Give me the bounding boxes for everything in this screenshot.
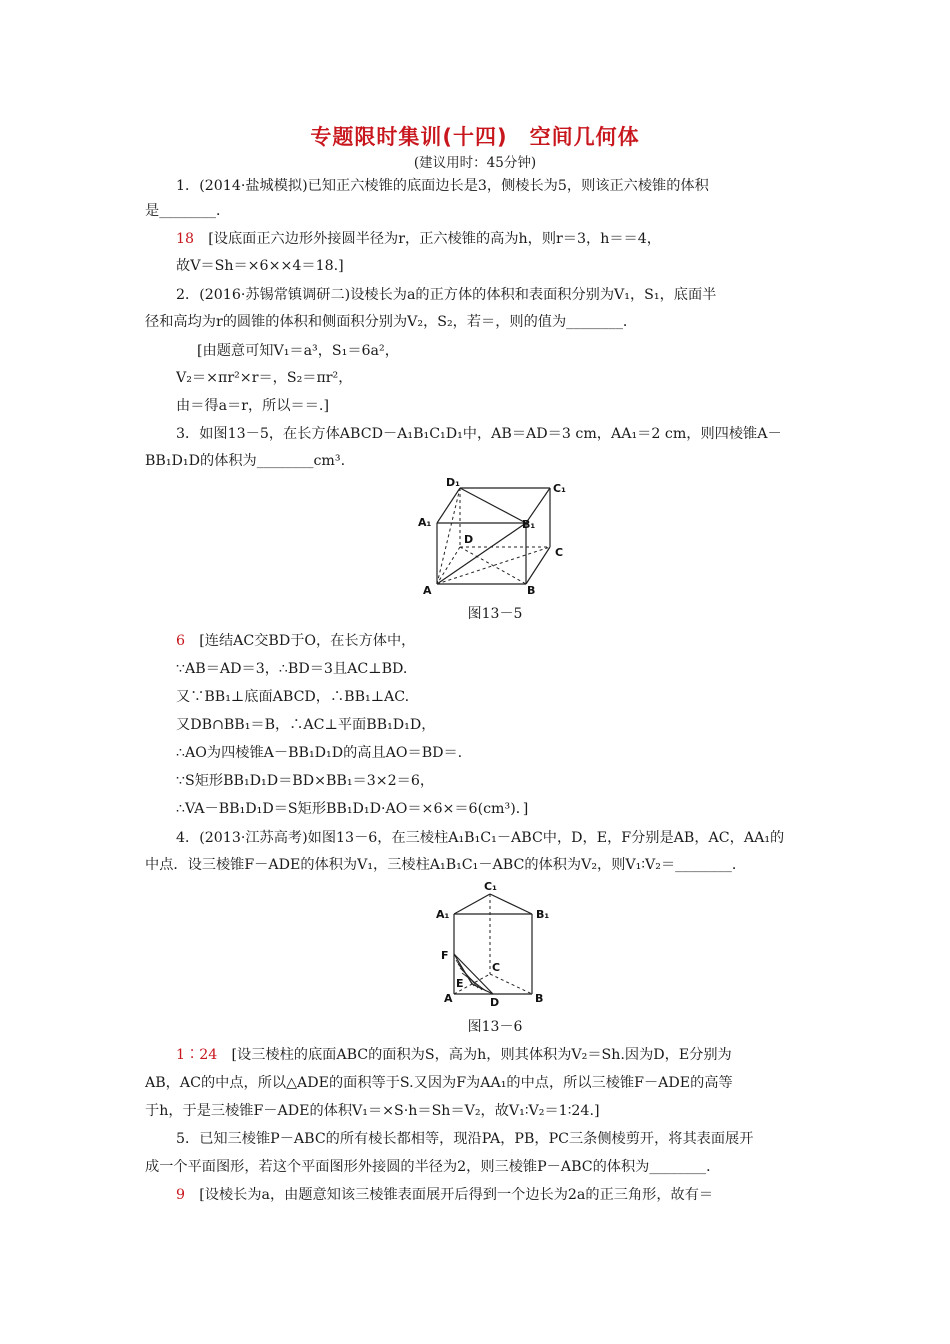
label-A1: A₁ [418, 516, 432, 529]
problem-4-line-2: 中点．设三棱锥F－ADE的体积为V₁，三棱柱A₁B₁C₁－ABC的体积为V₂，则V₁∶V₂＝________． [145, 857, 747, 873]
label-C: C [555, 546, 564, 559]
label-A1-prism: A₁ [436, 908, 450, 921]
label-C1: C₁ [553, 482, 566, 495]
answer-3-line-2: ∵AB＝AD＝3，∴BD＝3且AC⊥BD. [176, 661, 408, 677]
answer-1-line-2: 故V＝Sh＝×6××4＝18.] [176, 258, 344, 274]
figure-13-6-caption: 图13－6 [467, 1019, 523, 1035]
page-subtitle: (建议用时：45分钟) [413, 155, 537, 171]
label-A: A [423, 584, 432, 596]
label-D1: D₁ [446, 478, 460, 489]
answer-4-line-3: 于h，于是三棱锥F－ADE的体积V₁＝×S·h＝Sh＝V₂，故V₁∶V₂＝1∶24.] [145, 1103, 600, 1119]
answer-4-value: 1∶24 [176, 1047, 218, 1063]
problem-2-line-1: 2．(2016·苏锡常镇调研二)设棱长为a的正方体的体积和表面积分别为V₁，S₁，底面半 [176, 287, 717, 303]
answer-3-value: 6 [176, 633, 186, 649]
answer-2-line-1: [由题意可知V₁＝a³，S₁＝6a²， [197, 343, 399, 359]
problem-4-line-1: 4．(2013·江苏高考)如图13－6，在三棱柱A₁B₁C₁－ABC中，D，E，F分别是AB，AC，AA₁的 [176, 830, 785, 846]
answer-1-line-1 [176, 229, 826, 249]
label-D: D [464, 533, 474, 546]
answer-3-line-1 [176, 631, 826, 651]
prism-figure [432, 878, 552, 1006]
label-B1-prism: B₁ [536, 908, 550, 921]
answer-4-line-1 [176, 1045, 826, 1065]
answer-3-line-3: 又∵BB₁⊥底面ABCD，∴BB₁⊥AC. [176, 689, 410, 705]
problem-5-line-1: 5．已知三棱锥P－ABC的所有棱长都相等，现沿PA，PB，PC三条侧棱剪开，将其表面展开 [176, 1131, 754, 1147]
page-title: 专题限时集训(十四) 空间几何体 [310, 125, 640, 149]
label-D-prism: D [490, 996, 500, 1006]
answer-5-text: [设棱长为a，由题意知该三棱锥表面展开后得到一个边长为2a的正三角形，故有＝ [199, 1187, 714, 1203]
problem-2-line-2: 径和高均为r的圆锥的体积和侧面积分别为V₂，S₂，若＝，则的值为________． [145, 314, 638, 330]
answer-3-line-6: ∵S矩形BB₁D₁D＝BD×BB₁＝3×2＝6， [176, 773, 435, 789]
answer-3-line-7: ∴VA－BB₁D₁D＝S矩形BB₁D₁D·AO＝×6×＝6(cm³)．] [176, 801, 529, 817]
answer-4-text: [设三棱柱的底面ABC的面积为S，高为h，则其体积为V₂＝Sh.因为D，E分别为 [231, 1047, 732, 1063]
answer-1-text: [设底面正六边形外接圆半径为r，正六棱锥的高为h，则r＝3，h＝＝4， [208, 231, 661, 247]
answer-2-line-2: V₂＝×πr²×r＝，S₂＝πr²， [176, 370, 353, 386]
problem-1-line-2: 是________． [145, 203, 231, 219]
label-F-prism: F [441, 949, 449, 962]
answer-3-line-4: 又DB∩BB₁＝B，∴AC⊥平面BB₁D₁D， [176, 717, 436, 733]
answer-5-value: 9 [176, 1187, 186, 1203]
problem-1-line-1: 1．(2014·盐城模拟)已知正六棱锥的底面边长是3，侧棱长为5，则该正六棱锥的体积 [176, 178, 709, 194]
label-C-prism: C [492, 961, 501, 974]
answer-1-value: 18 [176, 231, 195, 247]
answer-3-text: [连结AC交BD于O，在长方体中， [199, 633, 416, 649]
figure-13-5-caption: 图13－5 [467, 606, 523, 622]
label-E-prism: E [456, 977, 464, 990]
problem-3-line-1: 3．如图13－5，在长方体ABCD－A₁B₁C₁D₁中，AB＝AD＝3 cm，AA₁＝2 cm，则四棱锥A－ [176, 426, 782, 442]
label-C1-prism: C₁ [484, 880, 497, 893]
problem-3-line-2: BB₁D₁D的体积为________cm³. [145, 453, 346, 469]
label-B: B [527, 584, 536, 596]
label-B1: B₁ [522, 518, 536, 531]
label-A-prism: A [444, 992, 453, 1005]
answer-3-line-5: ∴AO为四棱锥A－BB₁D₁D的高且AO＝BD＝. [176, 745, 463, 761]
label-B-prism: B [535, 992, 544, 1005]
answer-5-line-1 [176, 1185, 826, 1205]
problem-5-line-2: 成一个平面图形，若这个平面图形外接圆的半径为2，则三棱锥P－ABC的体积为________． [145, 1159, 721, 1175]
answer-2-line-3: 由＝得a＝r，所以＝＝.] [176, 398, 329, 414]
cuboid-figure [410, 478, 580, 596]
answer-4-line-2: AB，AC的中点，所以△ADE的面积等于S.又因为F为AA₁的中点，所以三棱锥F－ADE的高等 [145, 1075, 733, 1091]
